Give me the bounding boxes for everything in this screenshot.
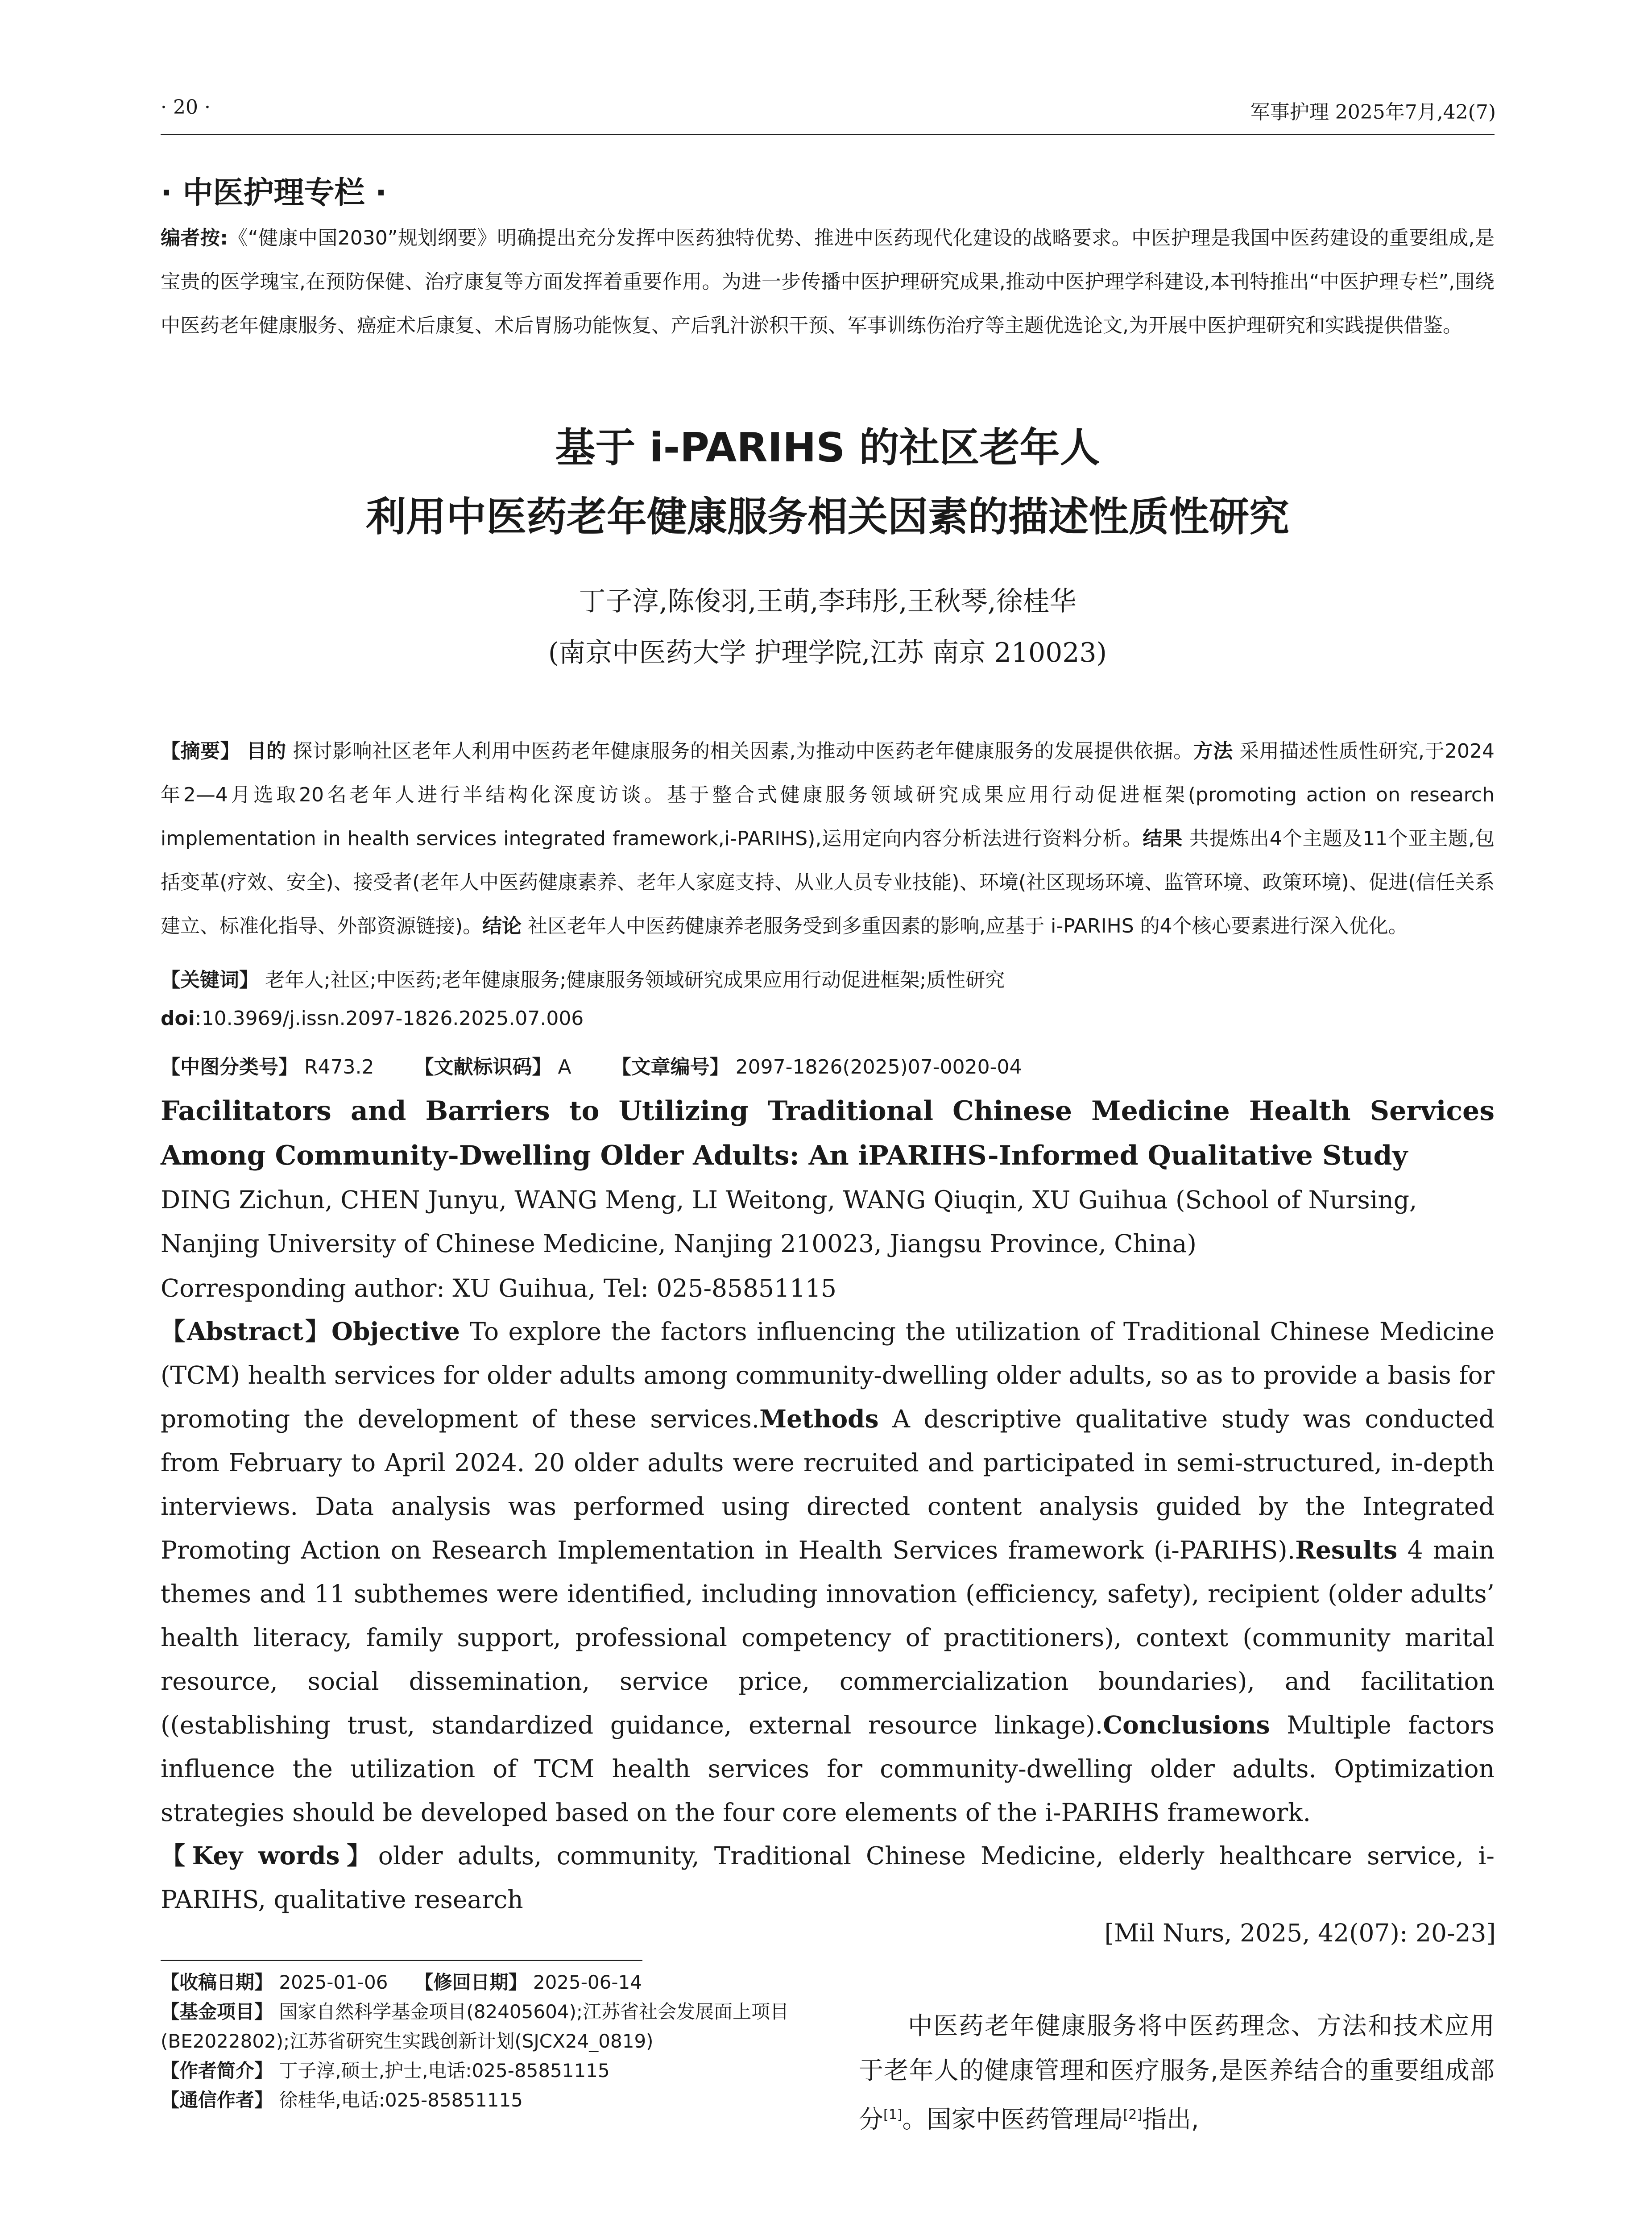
doi [161, 1007, 1495, 1030]
revised-label: 【修回日期】 [414, 1971, 527, 1993]
keywords-zh-text: 老年人;社区;中医药;老年健康服务;健康服务领域研究成果应用行动促进框架;质性研究 [265, 969, 1005, 991]
received-date: 2025-01-06 [279, 1971, 388, 1993]
fund-label: 【基金项目】 [161, 2001, 273, 2023]
conclusions-en-label: Conclusions [1103, 1710, 1270, 1739]
footnote-rule [161, 1960, 642, 1961]
keywords-zh [161, 964, 1495, 992]
results-label: 结果 [1143, 827, 1183, 850]
results-en-label: Results [1295, 1535, 1398, 1564]
header-rule [161, 134, 1495, 135]
ref-1: [1] [883, 2107, 903, 2123]
classification-row [161, 1051, 1495, 1079]
article-number-value: 2097-1826(2025)07-0020-04 [735, 1056, 1022, 1078]
abstract-en [161, 1310, 1495, 1834]
abstract-zh-label: 【摘要】 [161, 740, 240, 763]
citation: [Mil Nurs, 2025, 42(07): 20-23] [1104, 1919, 1496, 1947]
paper-title-en: Facilitators and Barriers to Utilizing Traditional Chinese Medicine Health Services Among Community-Dwelling Older Adults: An iPARIHS-Informed Qualitative Study [161, 1095, 1495, 1171]
contact-label: 【通信作者】 [161, 2089, 273, 2111]
abstract-zh [161, 730, 1495, 948]
authors: 丁子淳,陈俊羽,王萌,李玮彤,王秋琴,徐桂华 [579, 586, 1076, 617]
received-label: 【收稿日期】 [161, 1971, 273, 1993]
journal-issue: 军事护理 2025年7月,42(7) [1250, 101, 1496, 124]
author-bio-label: 【作者简介】 [161, 2060, 273, 2082]
objective-label: 目的 [246, 740, 286, 763]
article-number-label: 【文章编号】 [611, 1056, 729, 1078]
conclusion-text: 社区老年人中医药健康养老服务受到多重因素的影响,应基于 i-PARIHS 的4个核心要素进行深入优化。 [528, 915, 1408, 937]
page-number: · 20 · [161, 96, 211, 119]
footnote-contact [161, 2086, 816, 2115]
methods-en-text: A descriptive qualitative study was conducted from February to April 2024. 20 older adults were recruited and participated in semi-structured, in-depth interviews. Data analysis was performed using directed content analysis guided by the Integrated Promoting Action on Research Implementation in Health Services framework (i-PARIHS). [161, 1405, 1495, 1564]
objective-text: 探讨影响社区老年人利用中医药老年健康服务的相关因素,为推动中医药老年健康服务的发展提供依据。 [293, 740, 1193, 763]
conclusions-en-text: Multiple factors influence the utilization of TCM health services for community-dwelling older adults. Optimization strategies should be developed based on the four core elements of the i-PARIHS framework. [161, 1711, 1495, 1827]
ref-2: [2] [1123, 2107, 1143, 2123]
revised-date: 2025-06-14 [533, 1971, 642, 1993]
doi-label: doi [161, 1007, 195, 1030]
body-paragraph [859, 2003, 1495, 2141]
clc-value: R473.2 [304, 1056, 374, 1078]
footnote-dates [161, 1968, 816, 1997]
doc-code-value: A [558, 1056, 571, 1078]
doc-code-label: 【文献标识码】 [414, 1056, 552, 1078]
paper-title-line-1: 基于 i-PARIHS 的社区老年人 [555, 424, 1100, 471]
editor-note-text: 《“健康中国2030”规划纲要》明确提出充分发挥中医药独特优势、推进中医药现代化建设的战略要求。中医护理是我国中医药建设的重要组成,是宝贵的医学瑰宝,在预防保健、治疗康复等方面发挥着重要作用。为进一步传播中医护理研究成果,推动中医护理学科建设,本刊特推出“中医护理专栏”,围绕中医药老年健康服务、癌症术后康复、术后胃肠功能恢复、产后乳汁淤积干预、军事训练伤治疗等主题优选论文,为开展中医护理研究和实践提供借鉴。 [161, 227, 1495, 337]
footnote-author [161, 2056, 816, 2086]
clc-label: 【中图分类号】 [161, 1056, 298, 1078]
contact-text: 徐桂华,电话:025-85851115 [279, 2089, 523, 2111]
paper-title-line-2: 利用中医药老年健康服务相关因素的描述性质性研究 [366, 493, 1289, 540]
footnote-fund [161, 1997, 816, 2056]
footnotes [161, 1968, 816, 2115]
methods-text: 采用描述性质性研究,于2024年2—4月选取20名老年人进行半结构化深度访谈。基于整合式健康服务领域研究成果应用行动促进框架(promoting action on research implementation in health services integrated framework,i-PARIHS),运用定向内容分析法进行资料分析。 [161, 740, 1495, 850]
body-text-2: 。国家中医药管理局 [902, 2105, 1123, 2134]
keywords-en-text: older adults, community, Traditional Chinese Medicine, elderly healthcare service, i-PARIHS, qualitative research [161, 1841, 1495, 1914]
abstract-en-label: 【Abstract】 [161, 1317, 332, 1346]
conclusion-label: 结论 [482, 915, 522, 937]
doi-value: :10.3969/j.issn.2097-1826.2025.07.006 [195, 1007, 584, 1030]
methods-label: 方法 [1193, 740, 1233, 763]
keywords-en-label: 【Key words】 [161, 1841, 378, 1870]
corresponding-author-en: Corresponding author: XU Guihua, Tel: 025-85851115 [161, 1274, 836, 1302]
methods-en-label: Methods [759, 1404, 879, 1433]
column-title: · 中医护理专栏 · [161, 175, 387, 211]
objective-en-text: To explore the factors influencing the utilization of Traditional Chinese Medicine (TCM) health services for older adults among community-dwelling older adults, so as to provide a basis for promoting the development of these services. [161, 1317, 1495, 1433]
affiliation: (南京中医药大学 护理学院,江苏 南京 210023) [548, 637, 1107, 668]
editor-note [161, 216, 1495, 348]
results-en-text: 4 main themes and 11 subthemes were identified, including innovation (efficiency, safety), recipient (older adults’ health literacy, family support, professional competency of practitioners), context (community marital resource, social dissemination, service price, commercialization boundaries), and facilitation ((establishing trust, standardized guidance, external resource linkage). [161, 1536, 1495, 1739]
keywords-en [161, 1834, 1495, 1921]
body-text-3: 指出, [1142, 2105, 1199, 2134]
keywords-zh-label: 【关键词】 [161, 969, 259, 991]
authors-en: DING Zichun, CHEN Junyu, WANG Meng, LI Weitong, WANG Qiuqin, XU Guihua (School of Nursing, Nanjing University of Chinese Medicine, Nanjing 210023, Jiangsu Province, China) [161, 1186, 1417, 1258]
author-bio-text: 丁子淳,硕士,护士,电话:025-85851115 [279, 2060, 610, 2082]
body-text-1: 中医药老年健康服务将中医药理念、方法和技术应用于老年人的健康管理和医疗服务,是医养结合的重要组成部分 [859, 2011, 1495, 2134]
objective-en-label: Objective [331, 1317, 460, 1346]
results-text: 共提炼出4个主题及11个亚主题,包括变革(疗效、安全)、接受者(老年人中医药健康素养、老年人家庭支持、从业人员专业技能)、环境(社区现场环境、监管环境、政策环境)、促进(信任关系建立、标准化指导、外部资源链接)。 [161, 827, 1495, 937]
fund-text: 国家自然科学基金项目(82405604);江苏省社会发展面上项目(BE2022802);江苏省研究生实践创新计划(SJCX24_0819) [161, 2001, 789, 2052]
editor-note-label: 编者按: [161, 227, 228, 249]
